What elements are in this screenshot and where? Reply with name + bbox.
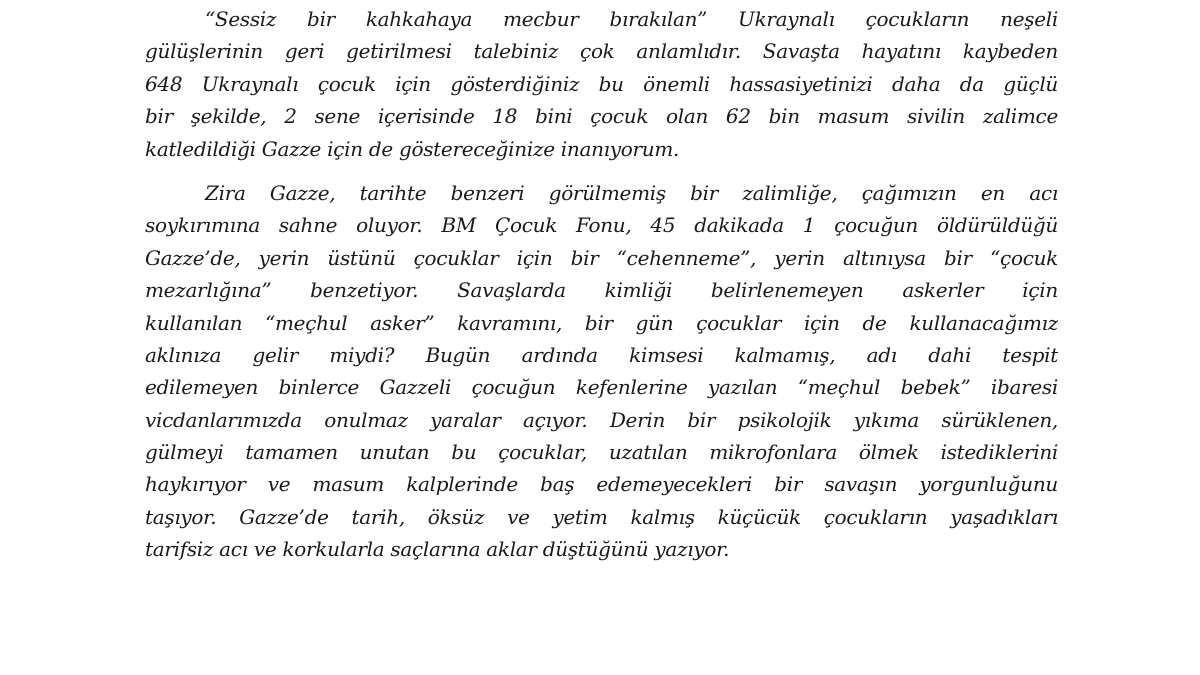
text-line: “Sessiz bir kahkahaya mecbur bırakılan” Ukraynalı çocukların neşeli xyxy=(205,7,1058,31)
text-line: bir şekilde, 2 sene içerisinde 18 bini çocuk olan 62 bin masum sivilin zalimce xyxy=(145,104,1058,129)
text-line: kullanılan “meçhul asker” kavramını, bir gün çocuklar için de kullanacağımız xyxy=(145,310,1058,335)
paragraph-1 xyxy=(145,3,1058,165)
paragraph-2 xyxy=(145,177,1058,566)
text-line: 648 Ukraynalı çocuk için gösterdiğiniz bu önemli hassasiyetinizi daha da güçlü xyxy=(145,71,1058,96)
text-line: edilemeyen binlerce Gazzeli çocuğun kefenlerine yazılan “meçhul bebek” ibaresi xyxy=(145,375,1058,400)
text-line: Gazze’de, yerin üstünü çocuklar için bir “cehenneme”, yerin altınıysa bir “çocuk xyxy=(145,245,1058,270)
text-line: Zira Gazze, tarihte benzeri görülmemiş bir zalimliğe, çağımızın en acı xyxy=(205,180,1058,205)
text-line: mezarlığına” benzetiyor. Savaşlarda kimliği belirlenemeyen askerler için xyxy=(145,278,1058,303)
text-line: gülüşlerinin geri getirilmesi talebiniz çok anlamlıdır. Savaşta hayatını kaybeden xyxy=(145,39,1058,64)
text-line: taşıyor. Gazze’de tarih, öksüz ve yetim kalmış küçücük çocukların yaşadıkları xyxy=(145,504,1058,529)
text-line: vicdanlarımızda onulmaz yaralar açıyor. Derin bir psikolojik yıkıma sürüklenen, xyxy=(145,407,1058,432)
text-line: tarifsiz acı ve korkularla saçlarına aklar düştüğünü yazıyor. xyxy=(145,537,730,562)
text-line: katledildiği Gazze için de göstereceğinize inanıyorum. xyxy=(145,136,680,161)
document-page xyxy=(145,3,1058,578)
text-line: haykırıyor ve masum kalplerinde baş edemeyecekleri bir savaşın yorgunluğunu xyxy=(145,472,1058,497)
text-line: gülmeyi tamamen unutan bu çocuklar, uzatılan mikrofonlara ölmek istediklerini xyxy=(145,440,1058,465)
text-line: soykırımına sahne oluyor. BM Çocuk Fonu, 45 dakikada 1 çocuğun öldürüldüğü xyxy=(145,213,1058,238)
text-line: aklınıza gelir miydi? Bugün ardında kimsesi kalmamış, adı dahi tespit xyxy=(145,342,1058,367)
